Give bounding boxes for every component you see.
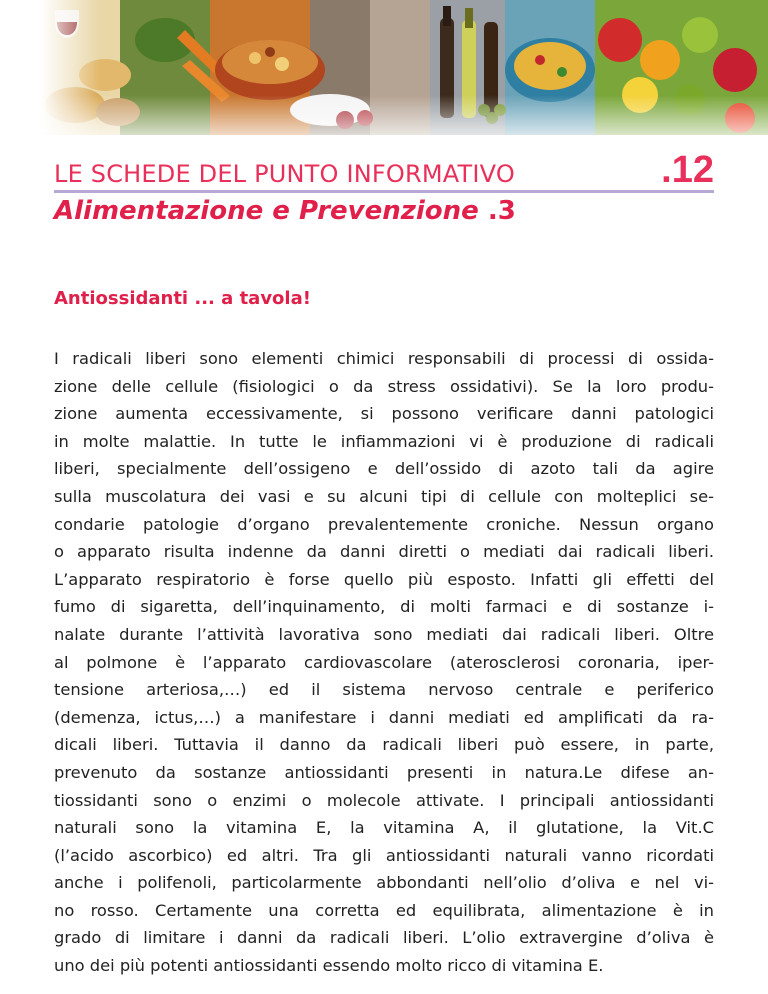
page-subtitle: [54, 196, 516, 226]
series-title: LE SCHEDE DEL PUNTO INFORMATIVO: [54, 160, 515, 188]
food-banner-image: [0, 0, 768, 150]
subtitle-number: .3: [487, 196, 516, 226]
body-line: in molte malattie. In tutte le infiammazioni vi è produzione di radicali: [54, 431, 714, 451]
body-line: zione aumenta eccessivamente, si possono verificare danni patologici: [54, 404, 714, 424]
body-line: zione delle cellule (fisiologici o da stress ossidativi). Se la loro produ-: [54, 376, 714, 396]
body-line: uno dei più potenti antiossidanti essendo molto ricco di vitamina E.: [54, 956, 604, 976]
body-line: grado di limitare i danni da radicali liberi. L’olio extravergine d’oliva è: [54, 928, 714, 948]
body-line: (demenza, ictus,…) a manifestare i danni mediati ed amplificati da ra-: [54, 707, 714, 727]
body-line: L’apparato respiratorio è forse quello più esposto. Infatti gli effetti del: [54, 569, 714, 589]
body-line: anche i polifenoli, particolarmente abbondanti nell’olio d’oliva e nel vi-: [54, 873, 714, 893]
body-line: tensione arteriosa,…) ed il sistema nervoso centrale e periferico: [54, 680, 714, 700]
section-title: Antiossidanti ... a tavola!: [54, 288, 311, 309]
body-line: al polmone è l’apparato cardiovascolare (aterosclerosi coronaria, iper-: [54, 652, 714, 672]
body-line: liberi, specialmente dell’ossigeno e dell’ossido di azoto tali da agire: [54, 459, 714, 479]
body-line: dicali liberi. Tuttavia il danno da radicali liberi può essere, in parte,: [54, 735, 714, 755]
body-line: naturali sono la vitamina E, la vitamina A, il glutatione, la Vit.C: [54, 818, 714, 838]
body-paragraph: [54, 345, 714, 980]
body-line: sulla muscolatura dei vasi e su alcuni tipi di cellule con molteplici se-: [54, 486, 714, 506]
body-line: no rosso. Certamente una corretta ed equilibrata, alimentazione è in: [54, 900, 714, 920]
body-line: prevenuto da sostanze antiossidanti presenti in natura.Le difese an-: [54, 762, 714, 782]
body-line: (l’acido ascorbico) ed altri. Tra gli antiossidanti naturali vanno ricordati: [54, 845, 714, 865]
body-line: fumo di sigaretta, dell’inquinamento, di molti farmaci e di sostanze i-: [54, 597, 714, 617]
body-line: o apparato risulta indenne da danni diretti o mediati dai radicali liberi.: [54, 542, 714, 562]
body-line: tiossidanti sono o enzimi o molecole attivate. I principali antiossidanti: [54, 790, 714, 810]
subtitle-text: Alimentazione e Prevenzione: [54, 196, 479, 226]
body-line: I radicali liberi sono elementi chimici responsabili di processi di ossida-: [54, 349, 714, 368]
body-line: nalate durante l’attività lavorativa sono mediati dai radicali liberi. Oltre: [54, 624, 714, 644]
body-line: condarie patologie d’organo prevalentemente croniche. Nessun organo: [54, 514, 714, 534]
series-heading: [54, 149, 714, 193]
series-number: .12: [661, 149, 714, 191]
